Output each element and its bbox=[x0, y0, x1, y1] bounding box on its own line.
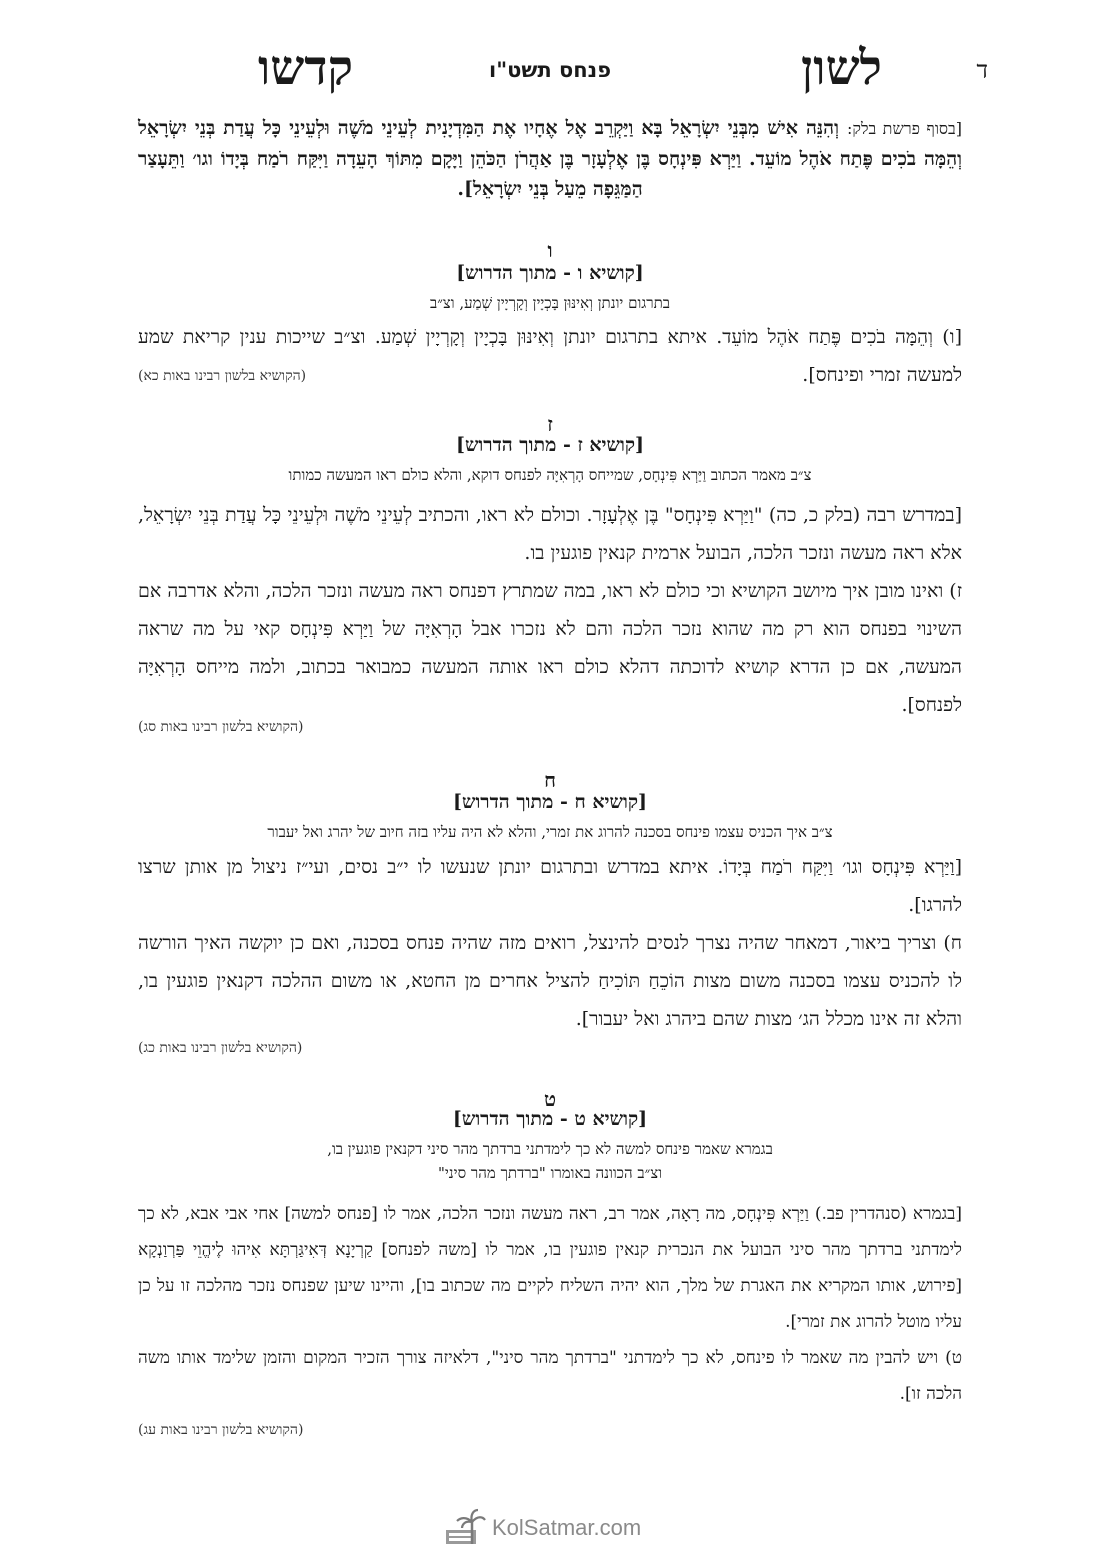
palm-tree-icon bbox=[440, 1508, 486, 1548]
section-letter: ז bbox=[547, 412, 553, 436]
page-number: ד bbox=[976, 56, 988, 84]
section-body bbox=[138, 1196, 962, 1412]
section-subtitle: צ״ב מאמר הכתוב וַיַּרְא פִּינְחָס, שמייחס הָרְאִיָּה לפנחס דוקא, והלא כולם ראו המעשה כמותו bbox=[288, 466, 812, 484]
header-subtitle: פנחס תשט"ו bbox=[488, 58, 612, 82]
kolsatmar-logo[interactable] bbox=[440, 1508, 670, 1548]
source-reference: (הקושיא בלשון רבינו באות כא) bbox=[138, 368, 307, 384]
paragraph: ט) ויש להבין מה שאמר לו פינחס, לא כך לימדתני "ברדתך מהר סיני", דלאיזה צורך הזכיר המקום והזמן שלימד אותו משה הלכה זו]. bbox=[138, 1348, 962, 1404]
subtitle-line: וצ״ב הכוונה באומרו "ברדתך מהר סיני" bbox=[437, 1164, 663, 1182]
header-title-right: לשון bbox=[801, 40, 882, 96]
section-letter: ט bbox=[543, 1087, 557, 1111]
paragraph: [וַיַּרְא פִּינְחָס וגו׳ וַיִּקַּח רֹמַח בְּיָדוֹ. איתא במדרש ובתרגום יונתן שנעשו לו י״ב נסים, ועי״ז ניצול מן אותן שרצו להרגו]. bbox=[138, 856, 962, 916]
header-title-left: קדשו bbox=[258, 40, 354, 96]
brand-text bbox=[492, 1515, 641, 1541]
paragraph: [ו) וְהֵמָּה בֹכִים פֶּתַח אֹהֶל מוֹעֵד. איתא בתרגום יונתן וְאִינּוּן בָּכְיָין וְקָרְיָין שְׁמַע. וצ״ב שייכות ענין קריאת שמע למעשה זמרי ופינחס]. bbox=[138, 326, 962, 386]
section-letter: ח bbox=[544, 768, 556, 792]
intro-text: וְהִנֵּה אִישׁ מִבְּנֵי יִשְׂרָאֵל בָּא וַיַּקְרֵב אֶל אֶחָיו אֶת הַמִּדְיָנִית לְעֵינֵי מֹשֶׁה וּלְעֵינֵי כָּל עֲדַת בְּנֵי יִשְׂרָאֵל וְהֵמָּה בֹכִים פֶּתַח אֹהֶל מוֹעֵד. וַיַּרְא פִּינְחָס בֶּן אֶלְעָזָר בֶּן אַהֲרֹן הַכֹּהֵן וַיָּקָם מִתּוֹךְ הָעֵדָה וַיִּקַּח רֹמַח בְּיָדוֹ וגו׳ וַתֵּעָצַר הַמַּגֵּפָה מֵעַל בְּנֵי יִשְׂרָאֵל]. bbox=[138, 117, 962, 200]
source-reference: (הקושיא בלשון רבינו באות כג) bbox=[138, 1040, 303, 1056]
brand-suffix: .com bbox=[593, 1515, 642, 1540]
section-subtitle bbox=[138, 1137, 962, 1185]
section-body bbox=[138, 848, 962, 1038]
paragraph: ח) וצריך ביאור, דמאחר שהיה נצרך לנסים להינצל, רואים מזה שהיה פנחס בסכנה, ואם כן יוקשה האיך הורשה לו להכניס עצמו בסכנה משום מצות הוֹכֵחַ תּוֹכִיחַ להציל אחרים מן החטא, או משום ההלכה דקנאין פוגעין בו, והלא זה אינו מכלל הג׳ מצות שהם ביהרג ואל יעבור]. bbox=[138, 932, 962, 1030]
section-title: [קושיא ח - מתוך הדרוש] bbox=[453, 791, 647, 813]
section-subtitle: צ״ב איך הכניס עצמו פינחס בסכנה להרוג את זמרי, והלא לא היה עליו בזה חיוב של יהרג ואל יעבור bbox=[267, 823, 833, 841]
section-title: [קושיא ו - מתוך הדרוש] bbox=[456, 262, 644, 284]
section-body bbox=[138, 496, 962, 724]
source-reference: (הקושיא בלשון רבינו באות עג) bbox=[138, 1422, 304, 1438]
page-header bbox=[0, 40, 1100, 100]
paragraph: [בגמרא (סנהדרין פב.) וַיַּרְא פִּינְחָס, מה רָאָה, אמר רב, ראה מעשה ונזכר הלכה, אמר לו [פנחס למשה] אחי אבי אבא, לא כך לימדתני ברדתך מהר סיני הבועל את הנכרית קנאין פוגעין בו, אמר לו [משה לפנחס] קַרְיָנָא דְּאִיגַּרְתָּא אִיהוּ לֶיהֱוֵי פַּרְוַנְקָא [פירוש, אותו המקריא את האגרת של מלך, הוא יהיה השליח לקיים מה שכתוב בו], והיינו שיען שפנחס נזכר מהלכה זו על כן עליו מוטל להרוג את זמרי]. bbox=[138, 1204, 962, 1332]
intro-verse bbox=[138, 113, 962, 204]
source-reference: (הקושיא בלשון רבינו באות סג) bbox=[138, 719, 304, 735]
section-letter: ו bbox=[547, 238, 553, 262]
section-subtitle: בתרגום יונתן וְאִינּוּן בָּכְיָין וְקָרְיָין שְׁמַע, וצ״ב bbox=[430, 294, 670, 312]
paragraph: ז) ואינו מובן איך מיושב הקושיא וכי כולם לא ראו, במה שמתרץ דפנחס ראה מעשה ונזכר הלכה, והלא אדרבה אם השינוי בפנחס הוא רק מה שהוא נזכר הלכה והם לא נזכרו אבל הָרְאִיָּה של וַיַּרְא פִּינְחָס קאי על מה שראה המעשה, אם כן הדרא קושיא לדוכתה דהלא כולם ראו אותה המעשה כמבואר בכתוב, ולמה מייחס הָרְאִיָּה לפנחס]. bbox=[138, 580, 962, 716]
footer bbox=[0, 1508, 1100, 1548]
section-title: [קושיא ט - מתוך הדרוש] bbox=[452, 1108, 648, 1130]
brand-name: KolSatmar bbox=[492, 1515, 594, 1540]
paragraph: [במדרש רבה (בלק כ, כה) "וַיַּרְא פִּינְחָס" בֶּן אֶלְעָזָר. וכולם לא ראו, והכתיב לְעֵינֵי מֹשֶׁה וּלְעֵינֵי כָּל עֲדַת בְּנֵי יִשְׂרָאֵל, אלא ראה מעשה ונזכר הלכה, הבועל ארמית קנאין פוגעין בו. bbox=[138, 504, 962, 564]
section-title: [קושיא ז - מתוך הדרוש] bbox=[455, 434, 645, 456]
subtitle-line: בגמרא שאמר פינחס למשה לא כך לימדתני ברדתך מהר סיני דקנאין פוגעין בו, bbox=[327, 1140, 773, 1158]
intro-source: [בסוף פרשת בלק: bbox=[847, 119, 962, 138]
